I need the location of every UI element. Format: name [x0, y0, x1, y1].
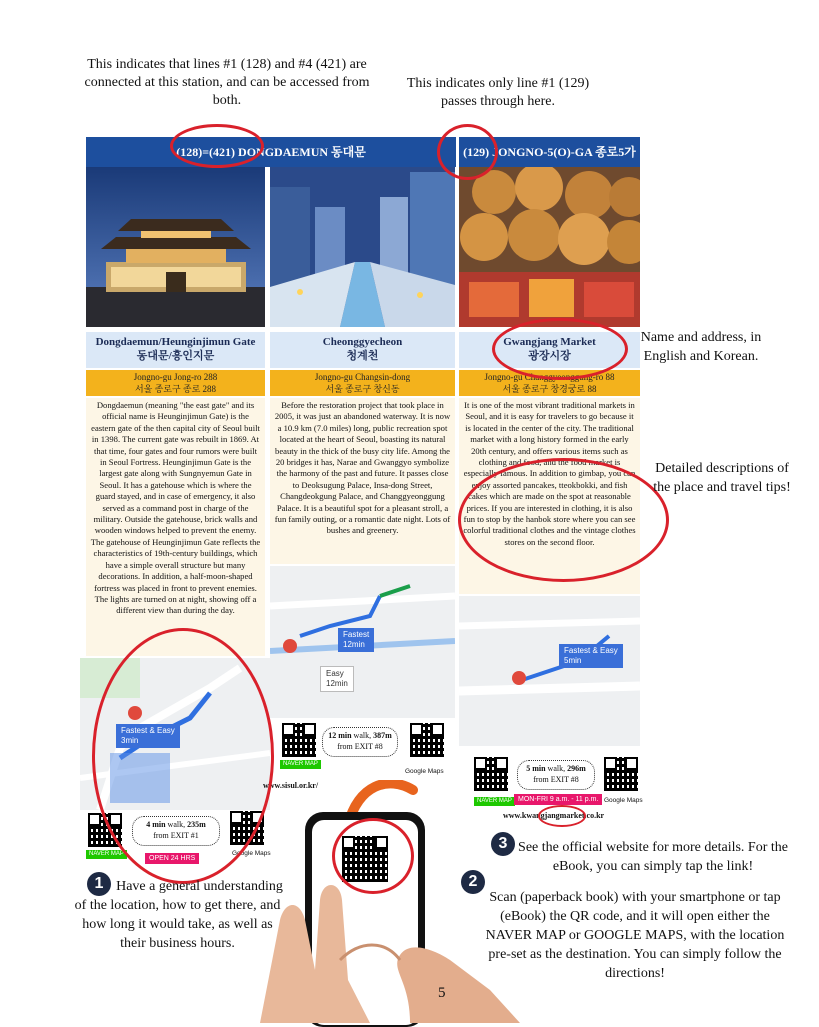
- place-name-ko: 청계천: [346, 350, 379, 362]
- walk-info-cheonggyecheon: [322, 727, 398, 757]
- description-gwangjang: It is one of the most vibrant traditional markets in Seoul, and it is easy for travelers to go because it is located in the center of the city. The traditional market with a long history formed in the early 20th century, and offers various items such as clothing and food, and the food market is especially famous. In addition to gimbap, you can enjoy assorted pancakes, tteokbokki, and fish cakes which are made on the spot at reasonable prices. If you are interested in clothing, it is also fun to stop by the hanbok store where you can see colorful traditional clothes and the vintage clothes stores on the second floor.: [459, 398, 640, 594]
- website-link-cheonggyecheon[interactable]: www.sisul.or.kr/: [263, 781, 319, 790]
- station-banner-jongno: (129) JONGNO-5(O)-GA 종로5가: [459, 137, 640, 167]
- annotation-name-address: Name and address, in English and Korean.: [640, 330, 762, 364]
- highlight-circle-description: [458, 458, 669, 582]
- step-badge-3: 3: [491, 832, 515, 856]
- page-number: 5: [438, 985, 446, 1001]
- business-hours-gwangjang: MON-FRI 9 a.m. - 11 p.m.: [514, 794, 602, 805]
- address-en: Jongno-gu Changsin-dong: [314, 372, 411, 382]
- description-dongdaemun: Dongdaemun (meaning "the east gate" and its official name is Heunginjimun Gate) is the eastern gate of the then capital city of Seoul built in 1398. The current gate was rebuilt in 1869. At that time, four gates and four rumors were built in Seoul Fortress. Heunginjimun Gate is the largest gate along with Sungnyemun Gate in Seoul. It has a gatehouse which is where the guard stayed, and in case of emergency, it also served as a command post in charge of the military. Outside the gatehouse, brick walls and wooden windows helped to prevent the enemy. The gatehouse of Heunginjimun Gate reflects the characteristics of 19th-century buildings, which have a simple overall structure but many decorations. In addition, a half-moon-shaped fortress was placed in front to prevent enemies. The lights are turned on at night, showing off a different view than during the day.: [86, 398, 265, 656]
- route-time: 12min: [343, 640, 365, 649]
- step-badge-1: 1: [87, 872, 111, 896]
- address-ko: 서울 종로구 창신동: [325, 384, 400, 394]
- annotation-description: Detailed descriptions of the place and travel tips!: [653, 461, 791, 495]
- walk-time: 4 min: [146, 820, 166, 829]
- route-time: 5min: [564, 656, 582, 665]
- annotation-single-line: This indicates only line #1 (129) passes through here.: [406, 76, 590, 109]
- route-label: [559, 644, 623, 668]
- address-ko: 서울 종로구 창경궁로 88: [502, 384, 597, 394]
- annotation-step-3: See the official website for more details. For the eBook, you can simply tap the link!: [518, 840, 788, 874]
- qr-code-naver-cheonggyecheon[interactable]: [282, 723, 316, 757]
- business-hours-dongdaemun: OPEN 24 HRS: [145, 853, 199, 864]
- highlight-circle-map: [92, 628, 274, 884]
- walk-distance: 296m: [567, 764, 586, 773]
- walk-time: 5 min: [526, 764, 546, 773]
- photo-gwangjang-market: [459, 167, 640, 327]
- route-time: 3min: [121, 736, 139, 745]
- walk-time: 12 min: [328, 731, 352, 740]
- route-label-easy: [320, 666, 354, 692]
- route-name: Fastest & Easy: [121, 726, 175, 735]
- address-en: Jongno-gu Jong-ro 288: [133, 372, 218, 382]
- walk-distance: 235m: [187, 820, 206, 829]
- walk-exit: from EXIT #1: [153, 831, 199, 840]
- naver-map-label: NAVER MAP: [280, 760, 321, 769]
- photo-cheonggyecheon: [270, 167, 455, 327]
- step-badge-2: 2: [461, 870, 485, 894]
- place-name-en: Cheonggyecheon: [322, 336, 403, 348]
- place-name-ko: 동대문/흥인지문: [136, 350, 215, 362]
- map-cheonggyecheon[interactable]: [270, 566, 455, 718]
- highlight-circle-website: [538, 805, 586, 827]
- highlight-circle-name: [492, 318, 628, 380]
- address-ko: 서울 종로구 종로 288: [134, 384, 217, 394]
- place-name-en: Dongdaemun/Heunginjimun Gate: [95, 336, 256, 348]
- route-name: Fastest & Easy: [564, 646, 618, 655]
- walk-exit: from EXIT #8: [337, 742, 383, 751]
- walk-distance: 387m: [373, 731, 392, 740]
- annotation-step-1: Have a general understanding of the location, how to get there, and how long it would take, as well as their business hours.: [74, 879, 283, 951]
- qr-code-google-gwangjang[interactable]: [604, 757, 638, 791]
- annotation-step-2: Scan (paperback book) with your smartphone or tap (eBook) the QR code, and it will open either the NAVER MAP or GOOGLE MAPS, with the location pre-set as the destination. You can simply follow the directions!: [485, 890, 785, 981]
- qr-code-naver-gwangjang[interactable]: [474, 757, 508, 791]
- website-link-gwangjang[interactable]: www.kwangjangmarket.co.kr: [503, 811, 605, 820]
- place-address-dongdaemun: [86, 370, 265, 396]
- route-time: 12min: [326, 679, 348, 688]
- map-gwangjang[interactable]: [459, 596, 640, 746]
- highlight-circle-line-code: [437, 124, 498, 180]
- photo-dongdaemun-gate: [86, 167, 265, 327]
- google-maps-label: Google Maps: [405, 768, 444, 775]
- route-name: Fastest: [343, 630, 370, 639]
- naver-map-label: NAVER MAP: [86, 850, 127, 859]
- google-maps-label: Google Maps: [232, 850, 271, 857]
- google-maps-label: Google Maps: [604, 797, 643, 804]
- place-name-cheonggyecheon: [270, 332, 455, 368]
- place-name-dongdaemun: [86, 332, 265, 368]
- walk-exit: from EXIT #8: [533, 775, 579, 784]
- route-label-fastest: [338, 628, 374, 652]
- highlight-circle-station-code: [170, 124, 264, 168]
- description-cheonggyecheon: Before the restoration project that took place in 2005, it was just an abandoned waterway. It is now a 10.9 km (7.0 miles) long, public recreation spot located at the heart of Seoul, boasting its natural beauty in the thick of the busy city life. Among the 20 bridges it has, Narae and Gwanggyo symbolize the harmony of the past and future. It passes close to Deoksugung Palace, Insa-dong Street, Changdeokgung Palace, and Changgyeonggung Palace. It is a beautiful spot for a pleasant stroll, a fun family outing, or a romantic date night. Lots of bushes and greenery.: [270, 398, 455, 564]
- walk-word: walk,: [167, 820, 186, 829]
- walk-word: walk,: [547, 764, 566, 773]
- address-en: Jongno-gu Changgyeonggung-ro 88: [484, 372, 615, 382]
- place-address-cheonggyecheon: [270, 370, 455, 396]
- station-banner-dongdaemun: (128)=(421) DONGDAEMUN 동대문: [86, 137, 456, 167]
- qr-code-google-cheonggyecheon[interactable]: [410, 723, 444, 757]
- naver-map-label: NAVER MAP: [474, 797, 515, 806]
- route-name: Easy: [326, 669, 344, 678]
- walk-info-gwangjang: [517, 760, 595, 790]
- place-name-en: Gwangjang Market: [503, 336, 596, 348]
- walk-word: walk,: [353, 731, 372, 740]
- annotation-interchange: This indicates that lines #1 (128) and #4 (421) are connected at this station, and can be accessed from both.: [84, 57, 370, 108]
- place-name-ko: 광장시장: [528, 350, 571, 362]
